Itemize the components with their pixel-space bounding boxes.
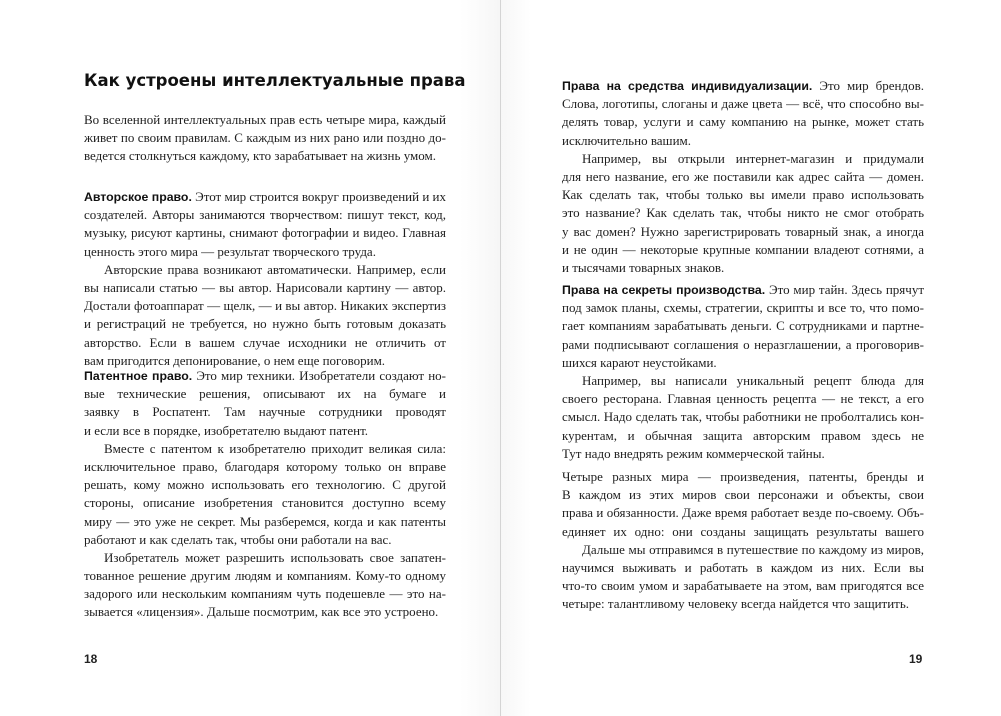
text-line <box>84 206 446 224</box>
text-line <box>84 111 446 129</box>
line-text: под замок планы, схемы, стратегии, скрипты и все то, что помо- <box>562 300 924 316</box>
text-line <box>84 585 446 603</box>
text-line <box>562 577 924 595</box>
section-lead-heading: Права на секреты производства. <box>562 283 766 297</box>
line-text: смысл. Надо сделать так, чтобы работники не проболтались кон- <box>562 409 924 425</box>
paragraph <box>562 372 924 463</box>
line-text: это название? Как сделать так, чтобы никто не смог отобрать <box>562 205 924 221</box>
text-line <box>84 261 446 279</box>
text-line <box>562 354 924 372</box>
line-text: музыку, рисуют картины, снимают фотографии и видео. Главная <box>84 225 446 241</box>
line-text: задорого или нескольким компаниям чуть подешевле — это на- <box>84 586 446 602</box>
line-text: Дальше мы отправимся в путешествие по каждому из миров, <box>582 541 924 557</box>
line-text: стороны, описание изобретения становится доступно всему <box>84 495 446 511</box>
text-line <box>562 541 924 559</box>
line-text: Авторские права возникают автоматически. Например, если <box>104 261 446 277</box>
line-text: и тысячами товарных знаков. <box>562 259 725 275</box>
text-section <box>84 367 446 622</box>
text-line <box>562 223 924 241</box>
text-section <box>562 77 924 277</box>
line-text: исключительное право, благодаря которому только он вправе <box>84 458 446 474</box>
line-text: заявку в Роспатент. Там научные сотрудники проводят <box>84 404 446 420</box>
text-line <box>84 422 446 440</box>
section-lead-heading: Патентное право. <box>84 369 193 383</box>
text-line <box>84 476 446 494</box>
line-text: курентам, и обычная защита авторским правом здесь не <box>562 427 924 443</box>
text-section <box>84 111 446 166</box>
text-line <box>84 334 446 352</box>
paragraph <box>84 440 446 549</box>
text-line <box>562 427 924 445</box>
text-line <box>562 408 924 426</box>
text-line <box>84 147 446 165</box>
right-page <box>501 0 1001 716</box>
line-text: Это мир брендов. <box>819 78 924 93</box>
text-line <box>562 132 924 150</box>
text-line <box>562 259 924 277</box>
text-line <box>84 440 446 458</box>
line-text: Это мир тайн. Здесь прячут <box>768 282 924 297</box>
line-text: рами подписывают соглашения о неразглашении, а проговорив- <box>562 336 924 352</box>
text-line <box>84 603 446 621</box>
text-line <box>84 297 446 315</box>
text-section <box>562 281 924 463</box>
paragraph <box>562 150 924 277</box>
text-line <box>562 204 924 222</box>
line-text: четыре: талантливому человеку всегда найдется что защитить. <box>562 596 910 612</box>
paragraph <box>562 281 924 372</box>
line-text: живет по своим правилам. С каждым из них рано или поздно до- <box>84 130 446 146</box>
text-line <box>562 281 924 299</box>
line-text: авторство. Если в вашем случае исходники не отличить от <box>84 334 446 350</box>
text-line <box>84 385 446 403</box>
section-lead-heading: Права на средства индивидуализации. <box>562 79 813 93</box>
line-text: миру — это уже не секрет. Мы разберемся, когда и как патенты <box>84 513 446 529</box>
paragraph <box>84 549 446 622</box>
text-line <box>84 531 446 549</box>
paragraph <box>84 261 446 370</box>
line-text: Тут надо внедрять режим коммерческой тайны. <box>562 445 825 461</box>
line-text: исключительно вашим. <box>562 132 691 148</box>
paragraph <box>562 468 924 541</box>
line-text: и регистраций не требуется, но нужно быть готовым доказать <box>84 316 446 332</box>
line-text: создателей. Авторы занимаются творчеством: пишут текст, код, <box>84 207 446 223</box>
line-text: гает компаниям зарабатывать деньги. С сотрудниками и партне- <box>562 318 924 334</box>
line-text: единяет их одно: они созданы защищать результаты вашего <box>562 523 924 539</box>
line-text: Как сделать так, чтобы только вы имели право использовать <box>562 187 924 203</box>
text-line <box>562 113 924 131</box>
line-text: В каждом из этих миров свои персонажи и объекты, свои <box>562 487 924 503</box>
text-line <box>84 567 446 585</box>
text-line <box>562 299 924 317</box>
line-text: шихся карают неустойками. <box>562 354 717 370</box>
paragraph <box>562 541 924 614</box>
line-text: своего ресторана. Главная ценность рецепта — не текст, а его <box>562 391 924 407</box>
text-line <box>84 243 446 261</box>
text-line <box>562 77 924 95</box>
line-text: вам пригодится депонирование, о нем еще поговорим. <box>84 352 386 368</box>
page-number: 19 <box>909 652 923 666</box>
text-line <box>84 279 446 297</box>
text-line <box>562 168 924 186</box>
text-line <box>562 468 924 486</box>
text-line <box>562 486 924 504</box>
text-line <box>562 241 924 259</box>
text-line <box>84 367 446 385</box>
line-text: права и обязанности. Даже время работает везде по-своему. Объ- <box>562 505 924 521</box>
text-line <box>84 129 446 147</box>
text-section <box>84 188 446 370</box>
paragraph <box>84 111 446 166</box>
paragraph <box>84 188 446 261</box>
line-text: научимся выживать и работать в каждом из них. Если вы <box>562 559 924 575</box>
text-line <box>84 403 446 421</box>
line-text: Четыре разных мира — произведения, патенты, бренды и <box>562 469 924 484</box>
chapter-title: Как устроены интеллектуальные права <box>84 71 466 90</box>
line-text: Это мир техники. Изобретатели создают но- <box>196 368 446 383</box>
page-number: 18 <box>84 652 98 666</box>
line-text: Изобретатель может разрешить использовать свое запатен- <box>104 549 446 565</box>
line-text: делять товар, услуги и саму компанию на рынке, может стать <box>562 114 924 130</box>
left-page <box>0 0 500 716</box>
line-text: Например, вы открыли интернет-магазин и придумали <box>582 150 924 166</box>
text-line <box>562 523 924 541</box>
paragraph <box>562 77 924 150</box>
text-line <box>562 150 924 168</box>
text-line <box>84 315 446 333</box>
line-text: ценность этого мира — результат творческого труда. <box>84 243 376 259</box>
text-line <box>562 95 924 113</box>
text-line <box>84 458 446 476</box>
line-text: работают и как сделать так, чтобы они работали на вас. <box>84 531 392 547</box>
text-line <box>562 336 924 354</box>
line-text: Во вселенной интеллектуальных прав есть четыре мира, каждый <box>84 112 446 127</box>
text-line <box>84 188 446 206</box>
text-line <box>562 445 924 463</box>
line-text: вые технические решения, описывают их на бумаге и <box>84 386 446 402</box>
line-text: и не один — некоторые крупные компании владеют сотнями, а <box>562 241 924 257</box>
text-line <box>562 186 924 204</box>
text-line <box>562 559 924 577</box>
text-line <box>84 494 446 512</box>
text-line <box>562 317 924 335</box>
text-line <box>562 390 924 408</box>
line-text: Этот мир строится вокруг произведений и их <box>195 189 446 204</box>
line-text: Слова, логотипы, слоганы и даже цвета — всё, что способно вы- <box>562 96 924 112</box>
line-text: Например, вы написали уникальный рецепт блюда для <box>582 372 924 388</box>
paragraph <box>84 367 446 440</box>
line-text: для него название, его же поставили как адрес сайта — домен. <box>562 168 924 184</box>
line-text: вы написали статью — вы автор. Нарисовали картину — автор. <box>84 279 446 295</box>
line-text: и если все в порядке, изобретателю выдают патент. <box>84 422 369 438</box>
text-section <box>562 468 924 614</box>
text-line <box>84 513 446 531</box>
line-text: Достали фотоаппарат — щелк, — и вы автор. Никаких экспертиз <box>84 298 446 314</box>
line-text: ведется столкнуться каждому, кто зарабатывает на жизнь умом. <box>84 148 436 164</box>
text-line <box>84 549 446 567</box>
section-lead-heading: Авторское право. <box>84 190 192 204</box>
line-text: Вместе с патентом к изобретателю приходит великая сила: <box>104 440 446 456</box>
line-text: у вас домен? Нужно зарегистрировать товарный знак, а иногда <box>562 223 924 239</box>
text-line <box>562 595 924 613</box>
line-text: тованное решение другим людям и компаниям. Кому-то одному <box>84 568 446 584</box>
line-text: решать, кому можно использовать его технологию. С другой <box>84 477 446 493</box>
text-line <box>562 372 924 390</box>
text-line <box>562 504 924 522</box>
text-line <box>84 224 446 242</box>
line-text: что-то своим умом и зарабатываете на этом, вам пригодятся все <box>562 578 924 594</box>
line-text: зывается «лицензия». Дальше посмотрим, как все это устроено. <box>84 604 439 620</box>
